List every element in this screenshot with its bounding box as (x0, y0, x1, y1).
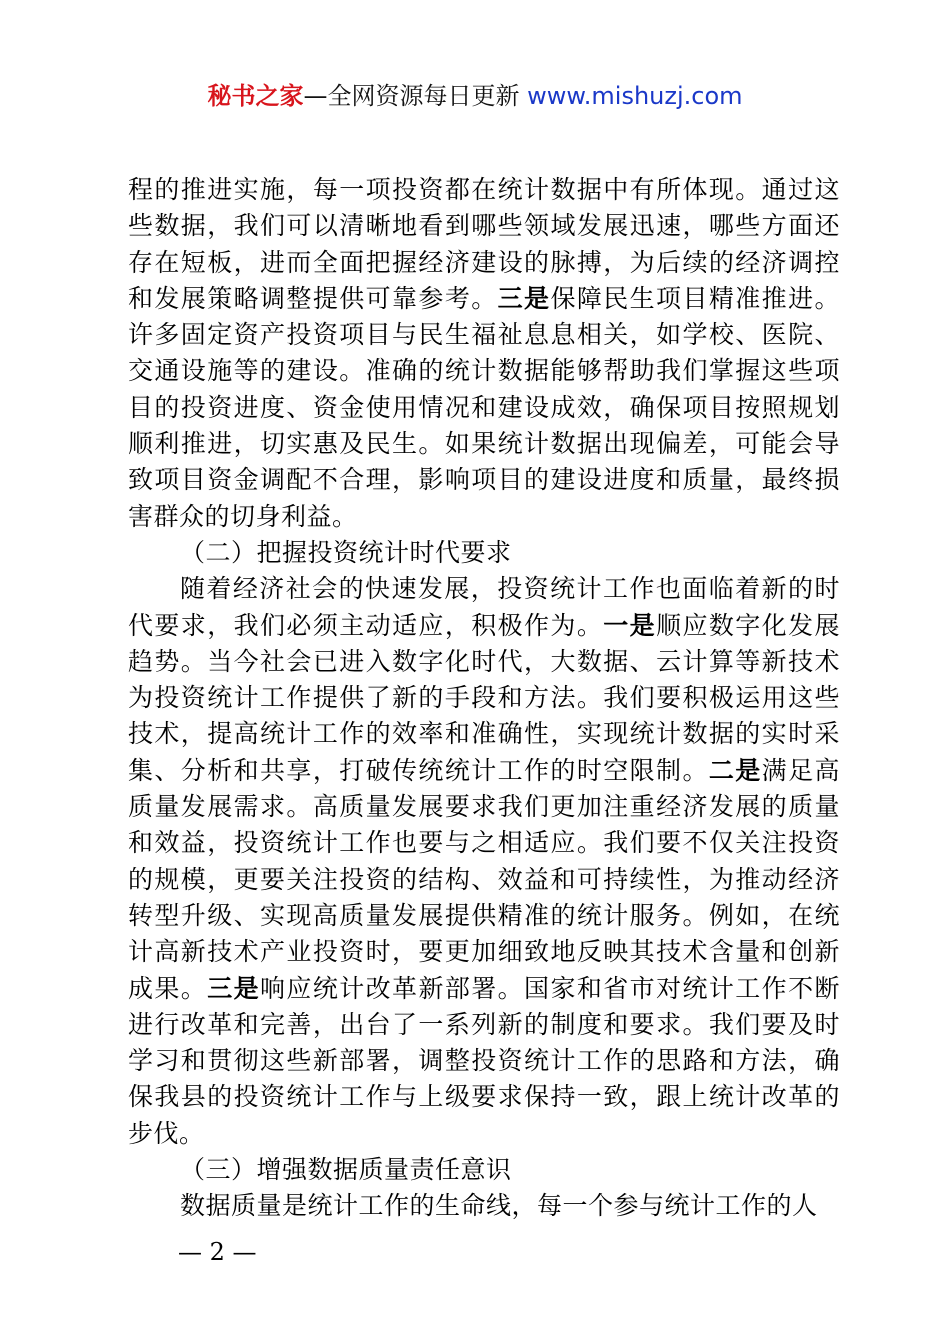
section-heading-3: （三）增强数据质量责任意识 (180, 1155, 512, 1185)
document-body (128, 172, 840, 1225)
site-url-link[interactable]: www.mishuzj.com (527, 82, 743, 110)
bold-marker: 二是 (708, 755, 762, 785)
paragraph-data-quality: 数据质量是统计工作的生命线，每一个参与统计工作的人 (180, 1191, 818, 1221)
bold-marker: 三是 (207, 973, 261, 1003)
paragraph-continuation: 程的推进实施，每一项投资都在统计数据中有所体现。通过这些数据，我们可以清晰地看到哪些领域发展迅速，哪些方面还存在短板，进而全面把握经济建设的脉搏，为后续的经济调控和发展策略调整提供可靠参考。三是保障民生项目精准推进。许多固定资产投资项目与民生福祉息息相关，如学校、医院、交通设施等的建设。准确的统计数据能够帮助我们掌握这些项目的投资进度、资金使用情况和建设成效，确保项目按照规划顺利推进，切实惠及民生。如果统计数据出现偏差，可能会导致项目资金调配不合理，影响项目的建设进度和质量，最终损害群众的切身利益。 (128, 175, 840, 531)
bold-marker: 一是 (603, 610, 657, 640)
brand-name: 秘书之家 (207, 82, 304, 110)
page-number: — 2 — (178, 1238, 257, 1266)
section-heading-2: （二）把握投资统计时代要求 (180, 537, 512, 567)
header-slogan: —全网资源每日更新 (303, 82, 528, 110)
paragraph-era-requirements: 随着经济社会的快速发展，投资统计工作也面临着新的时代要求，我们必须主动适应，积极作为。一是顺应数字化发展趋势。当今社会已进入数字化时代，大数据、云计算等新技术为投资统计工作提供了新的手段和方法。我们要积极运用这些技术，提高统计工作的效率和准确性，实现统计数据的实时采集、分析和共享，打破传统统计工作的时空限制。二是满足高质量发展需求。高质量发展要求我们更加注重经济发展的质量和效益，投资统计工作也要与之相适应。我们要不仅关注投资的规模，更要关注投资的结构、效益和可持续性，为推动经济转型升级、实现高质量发展提供精准的统计服务。例如，在统计高新技术产业投资时，要更加细致地反映其技术含量和创新成果。三是响应统计改革新部署。国家和省市对统计工作不断进行改革和完善，出台了一系列新的制度和要求。我们要及时学习和贯彻这些新部署，调整投资统计工作的思路和方法，确保我县的投资统计工作与上级要求保持一致，跟上统计改革的步伐。 (128, 574, 840, 1148)
site-header (0, 80, 950, 112)
bold-marker: 三是 (497, 283, 551, 313)
